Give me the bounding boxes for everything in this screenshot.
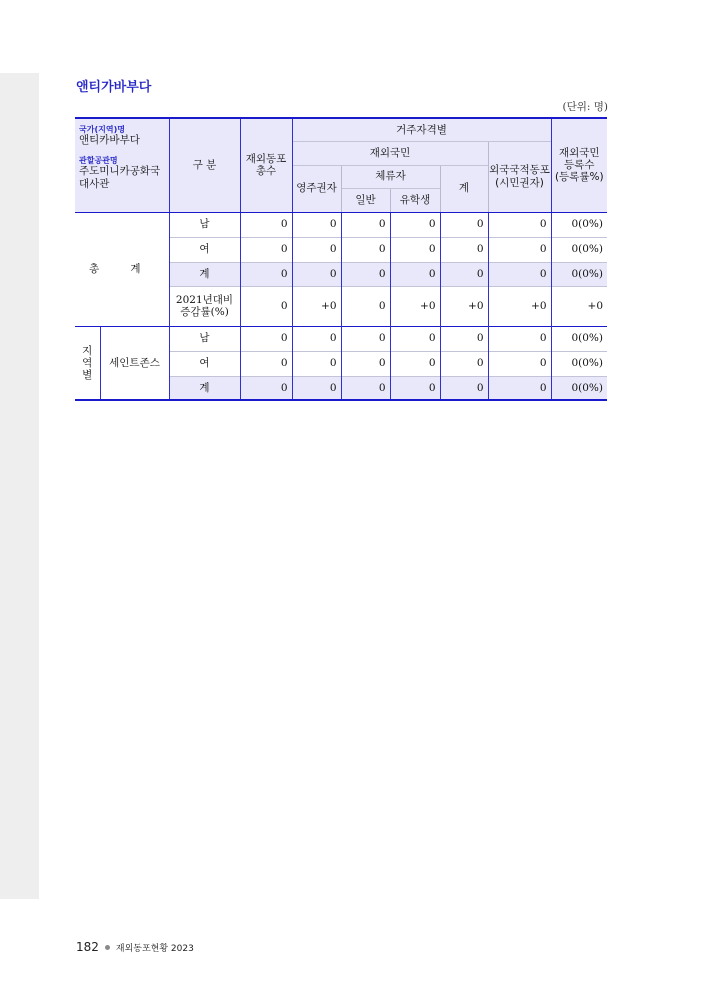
cell: 0 bbox=[341, 326, 390, 351]
foreign-header: 외국국적동포 (시민권자) bbox=[488, 141, 551, 212]
cell: 0 bbox=[240, 351, 292, 376]
cell: +0 bbox=[488, 286, 551, 326]
country-office-header bbox=[75, 118, 169, 212]
cell: 0 bbox=[240, 286, 292, 326]
cell: 0(0%) bbox=[551, 212, 607, 237]
cell: 0 bbox=[440, 326, 488, 351]
cell: 0 bbox=[390, 326, 440, 351]
cell: +0 bbox=[390, 286, 440, 326]
cell: +0 bbox=[440, 286, 488, 326]
row-label: 남 bbox=[169, 212, 240, 237]
cell: 0 bbox=[240, 326, 292, 351]
cell: 0(0%) bbox=[551, 262, 607, 286]
row-label: 여 bbox=[169, 237, 240, 262]
cell: 0 bbox=[292, 212, 341, 237]
statistics-table bbox=[75, 117, 607, 401]
cell: 0 bbox=[488, 212, 551, 237]
cell: 0 bbox=[240, 212, 292, 237]
office-value-line1: 주도미니카공화국 bbox=[79, 165, 161, 178]
cell: 0 bbox=[341, 262, 390, 286]
cell: 0 bbox=[390, 212, 440, 237]
office-value-line2: 대사관 bbox=[79, 177, 110, 190]
cell: 0 bbox=[488, 326, 551, 351]
cell: 0 bbox=[240, 237, 292, 262]
bullet-dot-icon bbox=[105, 945, 110, 950]
cell: 0 bbox=[341, 351, 390, 376]
total-group-label: 총 계 bbox=[88, 262, 155, 275]
cell: 0 bbox=[341, 376, 390, 400]
cell: 0 bbox=[390, 376, 440, 400]
page-number: 182 bbox=[76, 940, 99, 954]
row-label: 여 bbox=[169, 351, 240, 376]
cell: 0 bbox=[341, 212, 390, 237]
sojourner-header: 체류자 bbox=[341, 165, 440, 188]
row-label: 계 bbox=[169, 262, 240, 286]
row-label: 계 bbox=[169, 376, 240, 400]
cell: 0 bbox=[440, 376, 488, 400]
student-header: 유학생 bbox=[390, 188, 440, 212]
cell: 0(0%) bbox=[551, 326, 607, 351]
cell: 0 bbox=[292, 237, 341, 262]
publication-title: 재외동포현황 2023 bbox=[115, 943, 194, 954]
cell: 0 bbox=[341, 237, 390, 262]
cell: 0 bbox=[440, 212, 488, 237]
permanent-header: 영주권자 bbox=[292, 165, 341, 212]
cell: 0 bbox=[488, 262, 551, 286]
nationals-header: 재외국민 bbox=[292, 141, 488, 165]
cell: 0 bbox=[292, 376, 341, 400]
cell: 0(0%) bbox=[551, 351, 607, 376]
cell: 0 bbox=[240, 262, 292, 286]
category-header: 구 분 bbox=[169, 118, 240, 212]
cell: 0 bbox=[440, 237, 488, 262]
table-row bbox=[75, 212, 607, 237]
subtotal-header: 계 bbox=[440, 165, 488, 212]
total-header: 재외동포 총수 bbox=[240, 118, 292, 212]
general-header: 일반 bbox=[341, 188, 390, 212]
cell: 0 bbox=[488, 351, 551, 376]
registered-header: 재외국민 등록수 (등록률%) bbox=[551, 118, 607, 212]
row-label: 남 bbox=[169, 326, 240, 351]
cell: 0 bbox=[341, 286, 390, 326]
table-row bbox=[75, 326, 607, 351]
page-footer bbox=[76, 940, 194, 954]
region-name: 세인트존스 bbox=[100, 326, 169, 400]
residence-header: 거주자격별 bbox=[292, 118, 551, 141]
cell: 0 bbox=[440, 351, 488, 376]
page-title: 앤티가바부다 bbox=[76, 80, 152, 95]
cell: 0 bbox=[292, 262, 341, 286]
cell: 0 bbox=[440, 262, 488, 286]
side-margin-strip bbox=[0, 73, 39, 899]
cell: 0 bbox=[292, 326, 341, 351]
cell: 0 bbox=[292, 351, 341, 376]
unit-label: (단위: 명) bbox=[562, 101, 608, 113]
cell: +0 bbox=[292, 286, 341, 326]
country-value: 앤티카바부다 bbox=[79, 134, 140, 147]
cell: 0 bbox=[488, 376, 551, 400]
cell: 0(0%) bbox=[551, 237, 607, 262]
cell: 0 bbox=[390, 351, 440, 376]
cell: +0 bbox=[551, 286, 607, 326]
office-label: 관할공관명 bbox=[79, 156, 118, 166]
cell: 0 bbox=[488, 237, 551, 262]
cell: 0(0%) bbox=[551, 376, 607, 400]
cell: 0 bbox=[390, 262, 440, 286]
change-label: 2021년대비 증감률(%) bbox=[169, 286, 240, 326]
region-group-label: 지 역 별 bbox=[75, 326, 100, 400]
cell: 0 bbox=[390, 237, 440, 262]
cell: 0 bbox=[240, 376, 292, 400]
country-label: 국가(지역)명 bbox=[79, 125, 125, 134]
